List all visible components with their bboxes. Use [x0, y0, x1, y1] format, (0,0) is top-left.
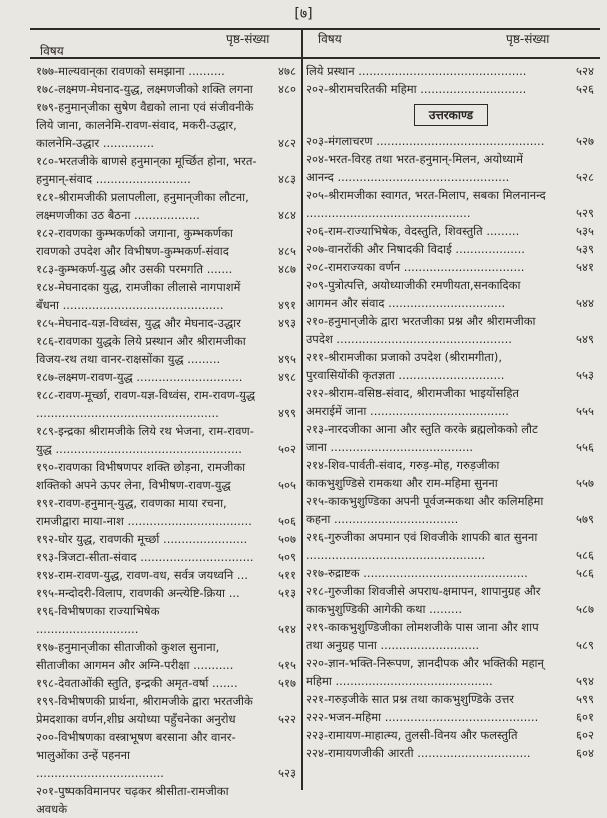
toc-entry	[36, 98, 298, 152]
toc-entry-page: ६०४	[576, 746, 594, 760]
toc-entry-page: ५२८	[576, 170, 594, 184]
toc-entry-page: ५०७	[278, 532, 296, 546]
toc-entry-page: ५२२	[278, 712, 296, 726]
toc-entry	[36, 548, 298, 566]
toc-entry-title: १८७-लक्ष्मण-रावण-युद्ध .............................	[36, 370, 243, 384]
toc-entry	[306, 312, 596, 348]
toc-entry-page: ५२६	[576, 82, 594, 96]
toc-entry-title: २१९-काकभुशुण्डिजीका लोमशजीके पास जाना और शाप तथा अनुग्रह पाना ...........................	[306, 620, 539, 652]
toc-entry	[36, 494, 298, 530]
toc-entry-title: १८९-इन्द्रका श्रीरामजीके लिये रथ भेजना, राम-रावण-युद्ध ...................................................	[36, 424, 254, 456]
toc-entry-page: ५९४	[576, 674, 594, 688]
toc-entry	[36, 566, 298, 584]
section-title: उत्तरकाण्ड	[414, 104, 488, 126]
toc-entry	[36, 458, 298, 494]
toc-entry-title: १८३-कुम्भकर्ण-युद्ध और उसकी परमगति .......	[36, 262, 233, 276]
toc-entry	[36, 152, 298, 188]
toc-entry-page: ५२३	[278, 766, 296, 780]
toc-entry-page: ६०१	[576, 710, 594, 724]
toc-entry-title: २००-विभीषणका वस्त्राभूषण बरसाना और वानर-भालुओंका उन्हें पहनना ...................................	[36, 730, 236, 780]
toc-entry-title: २१८-गुरुजीका शिवजीसे अपराध-क्षमापन, शापानुग्रह और काकभुशुण्डिकी आगेकी कथा .........	[306, 584, 541, 616]
toc-entry	[36, 260, 298, 278]
toc-entry	[36, 638, 298, 674]
toc-entry-title: १९२-घोर युद्ध, रावणकी मूर्च्छा .......................	[36, 532, 248, 546]
toc-entry-page: ४८२	[278, 136, 296, 150]
toc-entry-title: १९१-रावण-हनुमान्-युद्ध, रावणका माया रचना, रामजीद्वारा माया-नाश ..................................	[36, 496, 252, 528]
toc-entry-page: ५९९	[576, 692, 594, 706]
toc-entry-title: २०९-पुत्रोत्पत्ति, अयोध्याजीकी रमणीयता,सनकादिका आगमन और संवाद ................................	[306, 278, 521, 310]
toc-entry-title: १९८-देवताओंकी स्तुति, इन्द्रकी अमृत-वर्षा .......	[36, 676, 238, 690]
toc-entry-page: ५३९	[576, 242, 594, 256]
toc-entry-page: ५७९	[576, 512, 594, 526]
toc-entry-title: २११-श्रीरामजीका प्रजाको उपदेश (श्रीरामगीता), पुरवासियोंकी कृतज्ञता .............................	[306, 350, 505, 382]
toc-entry-page: ४७८	[278, 64, 296, 78]
toc-entry-title: २०३-मंगलाचरण ..............................................	[306, 134, 545, 148]
toc-entry-page: ५४१	[576, 260, 594, 274]
toc-entry-title: २०८-रामराज्यका वर्णन .................................	[306, 260, 525, 274]
toc-entry-title: २१३-नारदजीका आना और स्तुति करके ब्रह्मलोकको लौट जाना .......................................	[306, 422, 538, 454]
toc-entry	[306, 456, 596, 492]
toc-entry-title: १८५-मेघनाद-यज्ञ-विध्वंस, युद्ध और मेघनाद-उद्धार	[36, 316, 241, 330]
toc-entry	[306, 62, 596, 80]
toc-entry	[36, 782, 298, 818]
left-column	[36, 62, 298, 818]
toc-entry-title: २१७-रुद्राष्टक .............................................	[306, 566, 528, 580]
toc-entry	[306, 618, 596, 654]
toc-entry	[306, 80, 596, 98]
toc-entry	[306, 708, 596, 726]
toc-entry-title: २२२-भजन-महिमा ..........................................	[306, 710, 539, 724]
toc-entry-page: ४९३	[278, 316, 296, 330]
toc-entry-title: २०६-राम-राज्याभिषेक, वेदस्तुति, शिवस्तुति .........	[306, 224, 520, 238]
toc-entry-title: १७८-लक्ष्मण-मेघनाद-युद्ध, लक्ष्मणजीको शक्ति लगना	[36, 82, 253, 96]
toc-entry-title: २२३-रामायण-माहात्म्य, तुलसी-विनय और फलस्तुति	[306, 728, 518, 742]
toc-entry-page: ५४४	[576, 296, 594, 310]
toc-entry-page: ४९८	[278, 370, 296, 384]
toc-entry-title: १९७-हनुमान्‌जीका सीताजीको कुशल सुनाना, सीताजीका आगमन और अग्नि-परीक्षा ...........	[36, 640, 234, 672]
toc-entry-page: ४८३	[278, 172, 296, 186]
toc-entry	[306, 276, 596, 312]
toc-entry	[306, 420, 596, 456]
header-rule	[30, 57, 600, 59]
toc-entry-title: २०७-वानरोंकी और निषादकी विदाई ...................	[306, 242, 525, 256]
toc-entry-title: लिये प्रस्थान ..............................................	[306, 64, 527, 78]
toc-entry-title: १९३-त्रिजटा-सीता-संवाद ...............................	[36, 550, 254, 564]
toc-entry-page: ४९५	[278, 352, 296, 366]
toc-entry-title: १८४-मेघनादका युद्ध, रामजीका लीलासे नागपाशमें बँधना ............................................	[36, 280, 241, 312]
toc-entry-title: १८१-श्रीरामजीकी प्रलापलीला, हनुमान्‌जीका लौटना, लक्ष्मणजीका उठ बैठना ..................	[36, 190, 249, 222]
toc-entry	[36, 278, 298, 314]
toc-entry-title: २०२-श्रीरामचरितकी महिमा .............................	[306, 82, 527, 96]
toc-entry	[306, 384, 596, 420]
toc-entry-title: १८०-भरतजीके बाणसे हनुमान्‌का मूर्च्छित होना, भरत-हनुमान्-संवाद ..........................	[36, 154, 257, 186]
toc-entry-title: २२०-ज्ञान-भक्ति-निरूपण, ज्ञानदीपक और भक्तिकी महान् महिमा ...........................................	[306, 656, 544, 688]
toc-entry-title: २२१-गरुड़जीके सात प्रश्न तथा काकभुशुण्डिके उत्तर	[306, 692, 515, 706]
left-subject-header: विषय	[40, 44, 64, 58]
toc-entry	[36, 62, 298, 80]
toc-entry	[36, 674, 298, 692]
toc-entry-page: ४८७	[278, 262, 296, 276]
right-subject-header: विषय	[318, 32, 342, 46]
toc-entry	[306, 492, 596, 528]
toc-entry-page: ५०९	[278, 550, 296, 564]
toc-entry	[306, 564, 596, 582]
toc-entry	[306, 186, 596, 222]
toc-entry-page: ४८०	[278, 82, 296, 96]
toc-entry-page: ५५५	[576, 404, 594, 418]
toc-entry	[306, 348, 596, 384]
toc-entry	[36, 728, 298, 782]
toc-entry-title: १९५-मन्दोदरी-विलाप, रावणकी अन्त्येष्टि-क्रिया ...	[36, 586, 240, 600]
toc-entry	[36, 332, 298, 368]
toc-entry-page: ६०२	[576, 728, 594, 742]
column-divider	[301, 28, 303, 790]
toc-entry	[306, 726, 596, 744]
toc-entry-title: १९४-राम-रावण-युद्ध, रावण-वध, सर्वत्र जयध्वनि ...	[36, 568, 248, 582]
toc-entry	[36, 602, 298, 638]
toc-entry	[306, 222, 596, 240]
toc-entry-page: ५८९	[576, 638, 594, 652]
toc-entry	[36, 80, 298, 98]
toc-entry-page: ५१४	[278, 622, 296, 636]
toc-entry-title: २२४-रामायणजीकी आरती ...............................	[306, 746, 531, 760]
toc-entry-title: २१०-हनुमान्‌जीके द्वारा भरतजीका प्रश्न और श्रीरामजीका उपदेश ................................................	[306, 314, 536, 346]
toc-entry-title: १७७-माल्यवान्‌का रावणको समझाना ..........	[36, 64, 225, 78]
toc-entry-page: ५१५	[278, 658, 296, 672]
toc-entry-title: २०५-श्रीरामजीका स्वागत, भरत-मिलाप, सबका मिलनानन्द .............................................	[306, 188, 546, 220]
toc-entry-title: १८८-रावण-मूर्च्छा, रावण-यज्ञ-विध्वंस, राम-रावण-युद्ध ..................................................	[36, 388, 256, 420]
toc-entry	[36, 314, 298, 332]
toc-entry-page: ५५६	[576, 440, 594, 454]
toc-entry-page: ५०२	[278, 442, 296, 456]
toc-entry-title: १७९-हनुमान्‌जीका सुषेण वैद्यको लाना एवं संजीवनीके लिये जाना, कालनेमि-रावण-संवाद, मकरी-उद्धार, कालनेमि-उद्धार ..............	[36, 100, 254, 150]
toc-entry	[306, 150, 596, 186]
toc-entry-page: ५१३	[278, 586, 296, 600]
toc-entry-title: २१६-गुरुजीका अपमान एवं शिवजीके शापकी बात सुनना .................................................	[306, 530, 538, 562]
toc-entry	[306, 258, 596, 276]
toc-entry-title: १९६-विभीषणका राज्याभिषेक ............................	[36, 604, 160, 636]
right-page-header: पृष्ठ-संख्या	[506, 32, 550, 46]
toc-entry-page: ५०५	[278, 478, 296, 492]
toc-entry-title: १८६-रावणका युद्धके लिये प्रस्थान और श्रीरामजीका विजय-रथ तथा वानर-राक्षसोंका युद्ध .........	[36, 334, 246, 366]
toc-entry-title: १८२-रावणका कुम्भकर्णको जगाना, कुम्भकर्णका रावणको उपदेश और विभीषण-कुम्भकर्ण-संवाद	[36, 226, 233, 258]
toc-entry-page: ५४९	[576, 332, 594, 346]
toc-entry	[306, 654, 596, 690]
toc-entry-title: २१५-काकभुशुण्डिका अपनी पूर्वजन्मकथा और कलिमहिमा कहना ..................................	[306, 494, 544, 526]
toc-entry-page: ५०६	[278, 514, 296, 528]
toc-entry-page: ४९९	[278, 406, 296, 420]
toc-entry	[306, 528, 596, 564]
toc-entry-page: ५३५	[576, 224, 594, 238]
toc-entry-title: २१२-श्रीराम-वसिष्ठ-संवाद, श्रीरामजीका भाइयोंसहित अमराईमें जाना ......................................	[306, 386, 519, 418]
toc-entry-title: २१४-शिव-पार्वती-संवाद, गरुड़-मोह, गरुड़जीका काकभुशुण्डिसे रामकथा और राम-महिमा सुनना	[306, 458, 500, 490]
toc-entry	[306, 744, 596, 762]
toc-entry-page: ५५७	[576, 476, 594, 490]
toc-entry	[36, 368, 298, 386]
toc-entry	[36, 422, 298, 458]
toc-entry	[306, 240, 596, 258]
toc-entry-page: ५८७	[576, 602, 594, 616]
left-page-header: पृष्ठ-संख्या	[226, 32, 270, 46]
toc-entry-title: १९०-रावणका विभीषणपर शक्ति छोड़ना, रामजीका शक्तिको अपने ऊपर लेना, विभीषण-रावण-युद्ध	[36, 460, 246, 492]
toc-entry	[306, 582, 596, 618]
toc-entry	[36, 386, 298, 422]
toc-entry	[36, 584, 298, 602]
toc-entry	[36, 188, 298, 224]
toc-entry	[306, 690, 596, 708]
toc-entry-page: ५१७	[278, 676, 296, 690]
toc-entry-page: ५११	[278, 568, 296, 582]
toc-entry-title: १९९-विभीषणकी प्रार्थना, श्रीरामजीके द्वारा भरतजीके प्रेमदशाका वर्णन,शीघ्र अयोध्या पहुँचनेका अनुरोध	[36, 694, 253, 726]
page-number: [७]	[294, 6, 313, 22]
toc-entry-title: २०१-पुष्पकविमानपर चढ़कर श्रीसीता-रामजीका अवधके	[36, 784, 229, 816]
right-column	[306, 62, 596, 762]
toc-entry-title: २०४-भरत-विरह तथा भरत-हनुमान्-मिलन, अयोध्यामें आनन्द ...............................................	[306, 152, 523, 184]
toc-entry	[306, 132, 596, 150]
toc-entry	[36, 530, 298, 548]
toc-entry-page: ४८४	[278, 208, 296, 222]
toc-entry	[36, 692, 298, 728]
toc-entry-page: ५२९	[576, 206, 594, 220]
toc-entry-page: ४८५	[278, 244, 296, 258]
toc-entry-page: ४९१	[278, 298, 296, 312]
toc-entry-page: ५२७	[576, 134, 594, 148]
toc-entry	[36, 224, 298, 260]
toc-entry-page: ५५३	[576, 368, 594, 382]
toc-entry-page: ५२४	[576, 64, 594, 78]
toc-entry-page: ५८६	[576, 548, 594, 562]
toc-entry-page: ५८६	[576, 566, 594, 580]
